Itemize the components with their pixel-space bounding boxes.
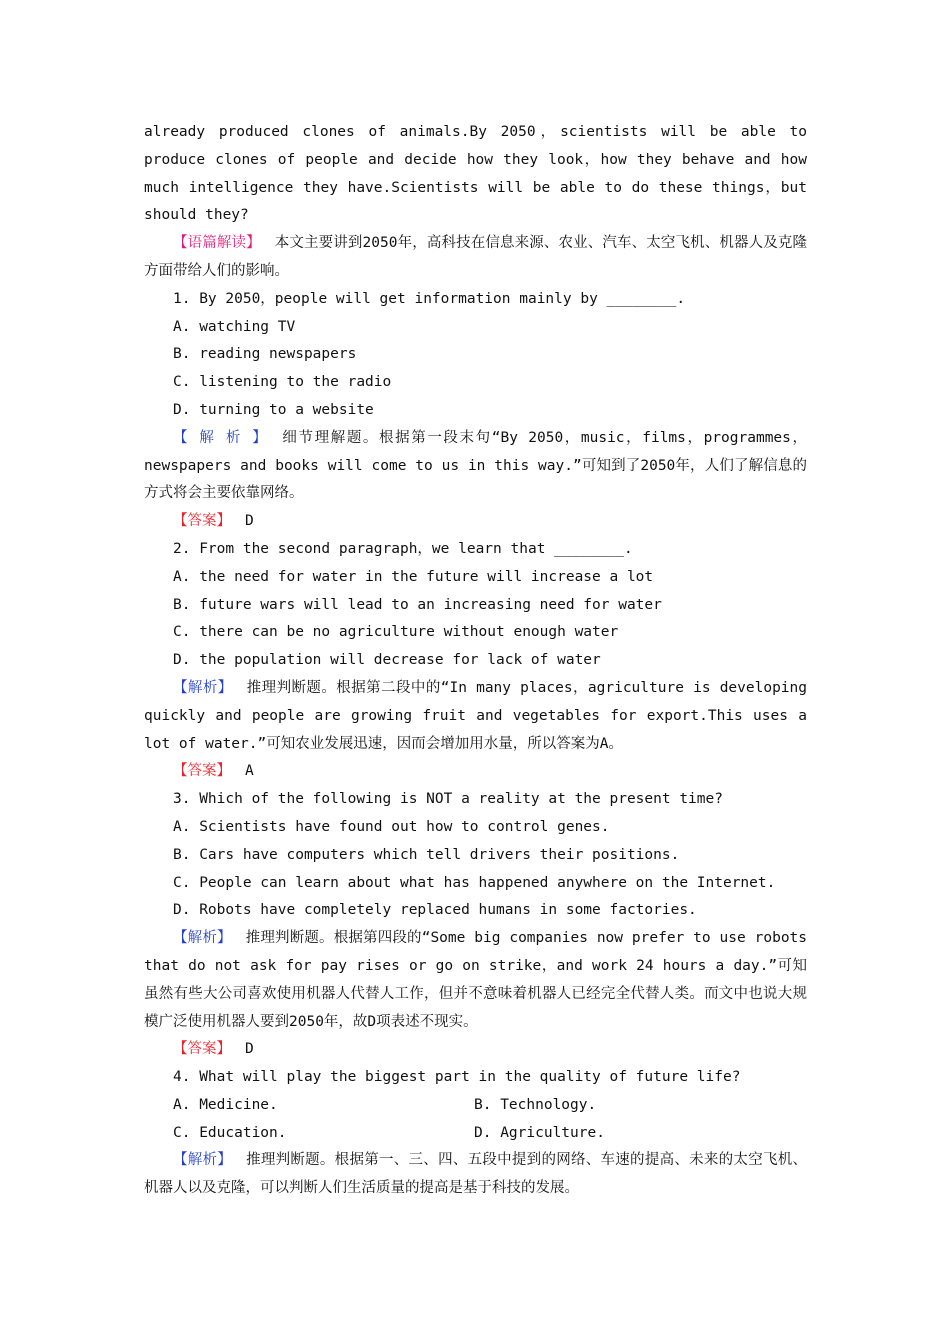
- option-d: D. turning to a website: [173, 401, 374, 418]
- option-c: C. People can learn about what has happened anywhere on the Internet.: [173, 874, 776, 891]
- answer-tag: 【答案】: [173, 1041, 231, 1058]
- analysis-tag: 【解析】: [173, 930, 232, 947]
- option-d: D. Robots have completely replaced humans in some factories.: [173, 902, 697, 919]
- analysis-text: 推理判断题。根据第一、三、四、五段中提到的网络、车速的提高、未来的太空飞机、机器人以及克隆，可以判断人们生活质量的提高是基于科技的发展。: [144, 1152, 808, 1197]
- option-a: A. the need for water in the future will increase a lot: [173, 568, 654, 585]
- option-b: B. reading newspapers: [173, 346, 357, 363]
- option-a: A. Medicine.: [173, 1096, 278, 1113]
- analysis-paragraph: [144, 425, 807, 508]
- question-stem: 1. By 2050，people will get information mainly by ________.: [173, 290, 686, 307]
- answer-text: D: [245, 1041, 254, 1058]
- analysis-text: 推理判断题。根据第四段的“Some big companies now prefer to use robots that do not ask for pay rises or go on strike，and work 24 hours a day.”可知虽然有些大公司喜欢使用机器人代替人工作，但并不意味着机器人已经完全代替人类。而文中也说大规模广泛使用机器人要到2050年，故D项表述不现实。: [144, 930, 808, 1030]
- option-c: C. Education.: [173, 1124, 287, 1141]
- answer-tag: 【答案】: [173, 513, 231, 530]
- options-row-1: [144, 1092, 807, 1120]
- summary-tag: 【语篇解读】: [173, 235, 261, 252]
- summary-text: 本文主要讲到2050年，高科技在信息来源、农业、汽车、太空飞机、机器人及克隆方面带给人们的影响。: [144, 235, 807, 279]
- question-stem: 4. What will play the biggest part in the quality of future life?: [173, 1069, 741, 1086]
- analysis-text: 推理判断题。根据第二段中的“In many places，agriculture is developing quickly and people are growing fruit and vegetables for export.This uses a lot of water.”可知农业发展迅速，因而会增加用水量，所以答案为A。: [144, 679, 807, 752]
- answer-paragraph: [144, 1036, 807, 1064]
- option-c: C. listening to the radio: [173, 374, 392, 391]
- option-b: B. Technology.: [474, 1096, 597, 1113]
- option-b: B. Cars have computers which tell drivers their positions.: [173, 846, 680, 863]
- analysis-paragraph: [144, 675, 807, 758]
- analysis-text: 细节理解题。根据第一段末句“By 2050，music，films，programmes，newspapers and books will come to us in this way.”可知到了2050年，人们了解信息的方式将会主要依靠网络。: [144, 429, 807, 502]
- analysis-tag: 【 解 析 】: [173, 429, 269, 446]
- question-stem: 3. Which of the following is NOT a reality at the present time?: [173, 791, 723, 808]
- answer-text: A: [245, 763, 254, 780]
- option-a: A. watching TV: [173, 318, 296, 335]
- question-4: [144, 1064, 807, 1203]
- option-a: A. Scientists have found out how to control genes.: [173, 818, 610, 835]
- analysis-paragraph: [144, 925, 807, 1036]
- document-page: [144, 119, 807, 1203]
- analysis-tag: 【解析】: [173, 1152, 233, 1169]
- option-d: D. Agriculture.: [474, 1124, 605, 1141]
- answer-paragraph: [144, 758, 807, 786]
- analysis-paragraph: [144, 1147, 807, 1203]
- question-stem: 2. From the second paragraph，we learn that ________.: [173, 540, 633, 557]
- question-3: [144, 786, 807, 1064]
- analysis-tag: 【解析】: [173, 679, 233, 696]
- answer-text: D: [245, 513, 254, 530]
- option-d: D. the population will decrease for lack of water: [173, 652, 601, 669]
- answer-tag: 【答案】: [173, 763, 231, 780]
- question-2: [144, 536, 807, 786]
- option-c: C. there can be no agriculture without enough water: [173, 624, 619, 641]
- question-1: [144, 286, 807, 536]
- answer-paragraph: [144, 508, 807, 536]
- options-row-2: [144, 1120, 807, 1148]
- summary-paragraph: [144, 230, 807, 286]
- option-b: B. future wars will lead to an increasing need for water: [173, 596, 662, 613]
- passage-ending: already produced clones of animals.By 2050，scientists will be able to produce clones of people and decide how they look，how they behave and how much intelligence they have.Scientists will be able to do these things，but should they?: [144, 124, 807, 224]
